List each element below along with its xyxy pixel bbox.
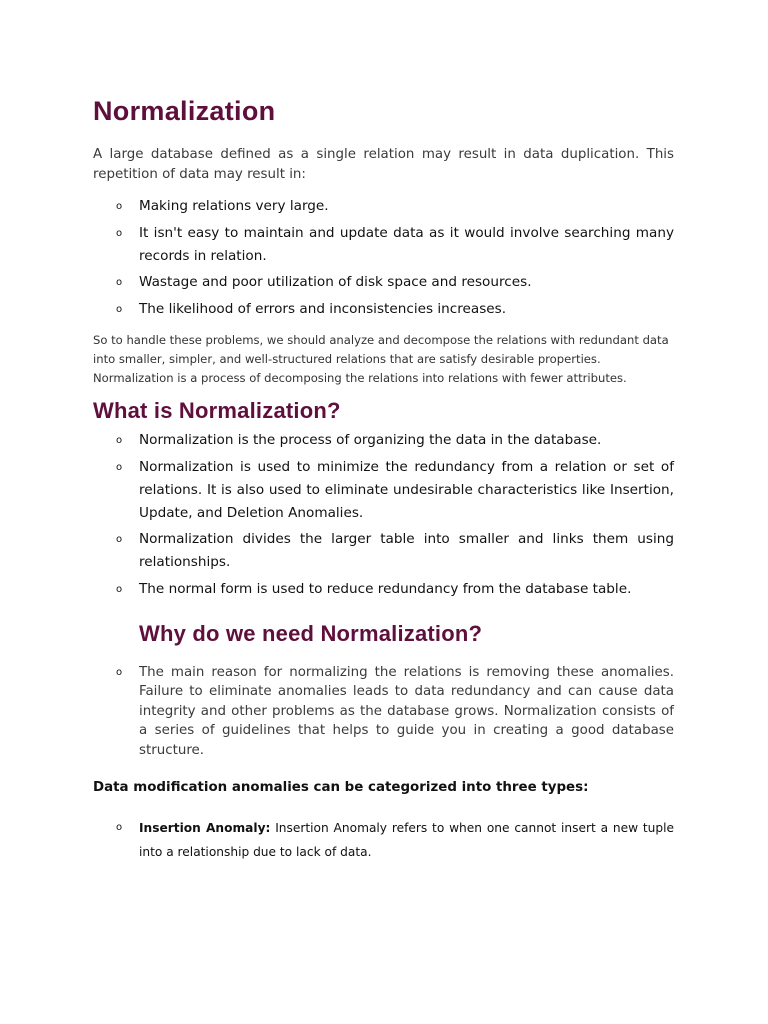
why-normalization-heading: Why do we need Normalization? — [139, 620, 483, 646]
problems-list — [93, 195, 674, 321]
intro-paragraph: A large database defined as a single relation may result in data duplication. This repetition of data may result in: — [93, 147, 674, 182]
page-title: Normalization — [93, 96, 276, 126]
anomalies-subheading: Data modification anomalies can be categorized into three types: — [93, 780, 589, 796]
anomaly-term: Insertion Anomaly: — [139, 821, 271, 836]
list-item: o The main reason for normalizing the relations is removing these anomalies. Failure to eliminate anomalies leads to data redundancy and can cause data integrity and other problems as the database grows. Normalization consists of a series of guidelines that helps to guide you in creating a good database structure. — [116, 664, 674, 758]
list-item: o The normal form is used to reduce redundancy from the database table. — [93, 578, 674, 601]
list-item: o It isn't easy to maintain and update data as it would involve searching many records in relation. — [93, 222, 674, 268]
what-is-normalization-heading: What is Normalization? — [93, 398, 341, 424]
bullet-icon: o — [116, 277, 123, 288]
bullet-icon: o — [116, 666, 123, 678]
list-item — [93, 816, 674, 864]
document-page — [93, 94, 674, 864]
list-item: o The likelihood of errors and inconsistencies increases. — [93, 298, 674, 321]
bullet-icon: o — [116, 583, 123, 595]
bullet-icon: o — [116, 227, 123, 239]
bullet-icon: o — [116, 461, 123, 473]
bullet-icon: o — [116, 822, 123, 834]
list-item: o Normalization is the process of organizing the data in the database. — [93, 429, 674, 452]
what-list — [93, 429, 674, 601]
handle-problems-paragraph: So to handle these problems, we should analyze and decompose the relations with redundant data into smaller, simpler, and well-structured relations that are satisfy desirable properties. Normalization is a process of decomposing the relations into relations with fewer attributes. — [93, 332, 669, 385]
why-list — [93, 663, 674, 761]
list-item: o Making relations very large. — [93, 195, 674, 218]
bullet-icon: o — [116, 303, 123, 315]
list-item: o Wastage and poor utilization of disk space and resources. — [93, 271, 674, 294]
anomaly-description: Insertion Anomaly refers to when one cannot insert a new tuple into a relationship due to lack of data. — [139, 821, 674, 860]
bullet-icon: o — [116, 435, 123, 447]
bullet-icon: o — [116, 201, 123, 212]
bullet-icon: o — [116, 534, 123, 546]
list-item: o Normalization divides the larger table into smaller and links them using relationships. — [93, 528, 674, 574]
anomalies-list — [93, 816, 674, 864]
list-item: o Normalization is used to minimize the redundancy from a relation or set of relations. It is also used to eliminate undesirable characteristics like Insertion, Update, and Deletion Anomalies. — [93, 456, 674, 525]
